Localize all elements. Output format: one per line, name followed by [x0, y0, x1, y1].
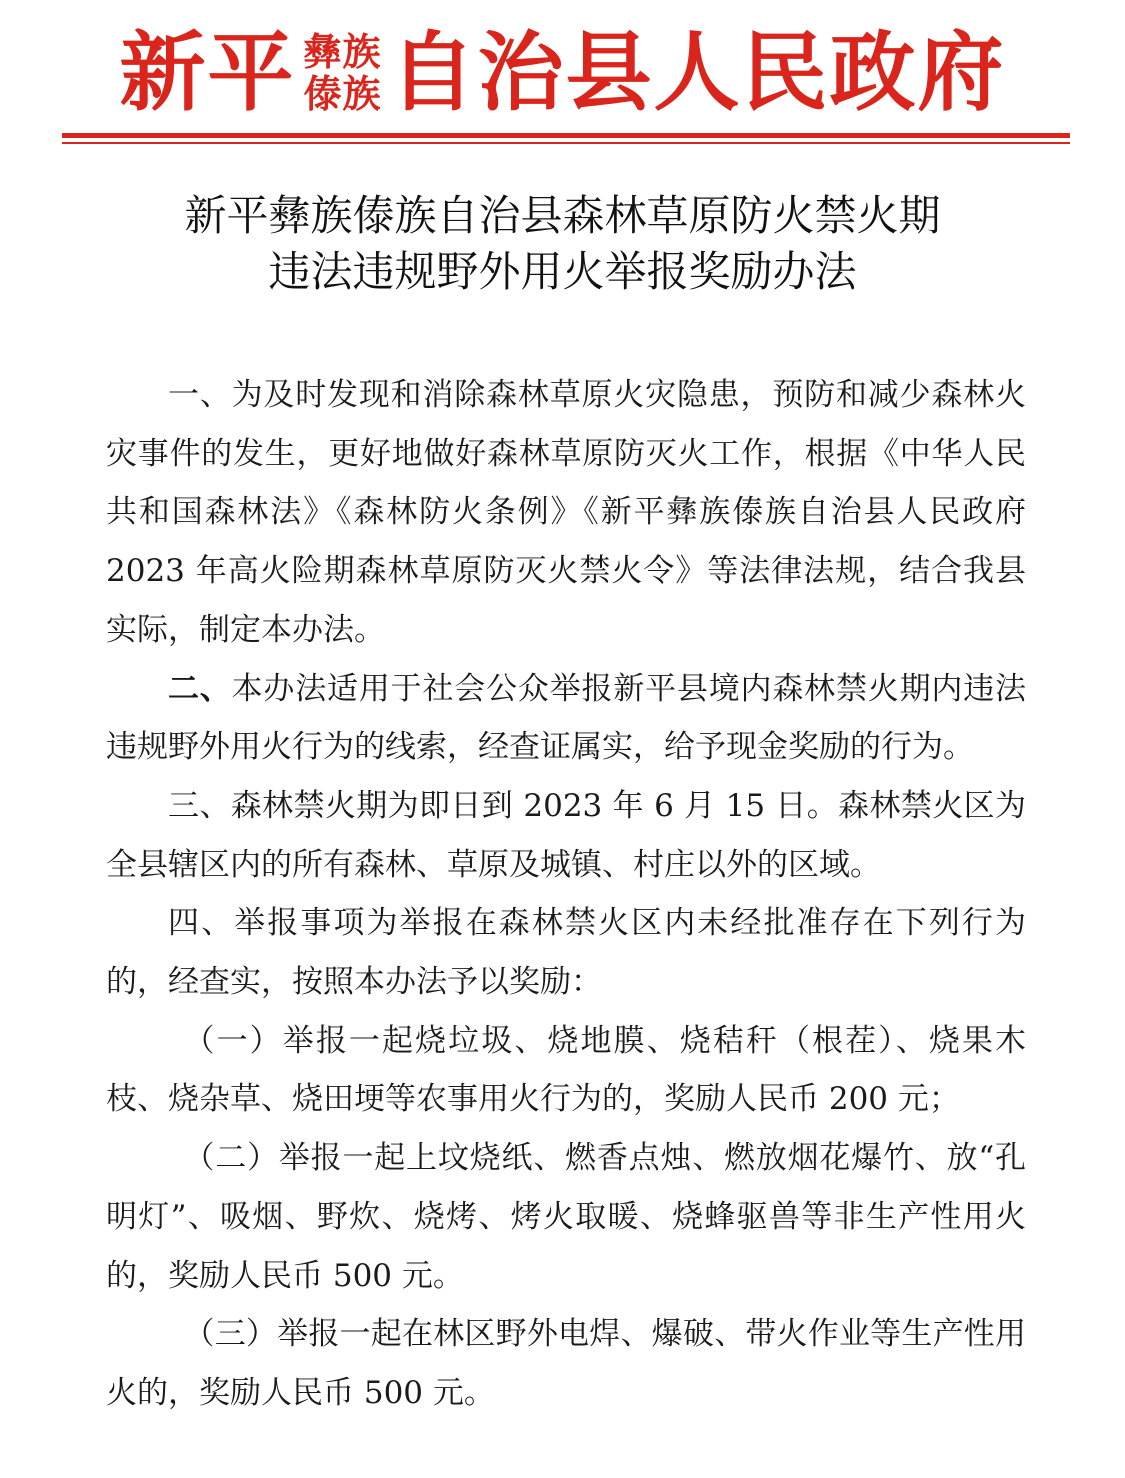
paragraph-5: （一）举报一起烧垃圾、烧地膜、烧秸秆（根茬）、烧果木枝、烧杂草、烧田埂等农事用火行为的，奖励人民币 200 元； — [106, 1022, 1026, 1118]
letterhead-left: 新平 — [119, 22, 296, 123]
paragraph-2 — [106, 660, 1026, 777]
document-body — [106, 366, 1026, 1423]
paragraph-6: （二）举报一起上坟烧纸、燃香点烛、燃放烟花爆竹、放“孔明灯”、吸烟、野炊、烧烤、烤火取暖、烧蜂驱兽等非生产性用火的，奖励人民币 500 元。 — [106, 1140, 1026, 1294]
document-title — [0, 188, 1125, 300]
paragraph-3: 三、森林禁火期为即日到 2023 年 6 月 15 日。森林禁火区为全县辖区内的所有森林、草原及城镇、村庄以外的区域。 — [106, 787, 1026, 883]
title-line-2: 违法违规野外用火举报奖励办法 — [268, 247, 857, 296]
letterhead-right: 自治县人民政府 — [389, 22, 1006, 123]
red-divider-thin — [62, 142, 1070, 144]
paragraph-2-number: 二、 — [168, 670, 232, 707]
paragraph-1: 一、为及时发现和消除森林草原火灾隐患，预防和减少森林火灾事件的发生，更好地做好森林草原防灭火工作，根据《中华人民共和国森林法》《森林防火条例》《新平彝族傣族自治县人民政府 2023 年高火险期森林草原防灭火禁火令》等法律法规，结合我县实际，制定本办法。 — [106, 377, 1026, 648]
letterhead-stack-bottom: 傣族 — [303, 71, 382, 116]
red-divider-thick — [62, 133, 1070, 138]
paragraph-2-text: 本办法适用于社会公众举报新平县境内森林禁火期内违法违规野外用火行为的线索，经查证属实，给予现金奖励的行为。 — [106, 670, 1027, 766]
letterhead-stack-top: 彝族 — [303, 29, 382, 74]
paragraph-4: 四、举报事项为举报在森林禁火区内未经批准存在下列行为的，经查实，按照本办法予以奖励： — [106, 905, 1026, 1001]
paragraph-7: （三）举报一起在林区野外电焊、爆破、带火作业等生产性用火的，奖励人民币 500 元。 — [106, 1316, 1026, 1411]
letterhead-stack — [303, 31, 381, 115]
letterhead — [0, 18, 1125, 128]
title-line-1: 新平彝族傣族自治县森林草原防火禁火期 — [184, 191, 941, 240]
